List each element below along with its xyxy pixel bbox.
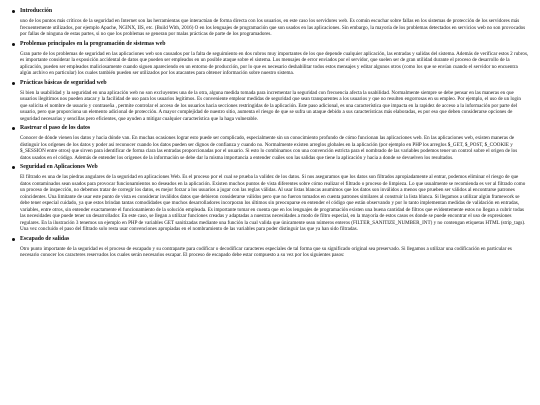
section-paragraph: Conocer de dónde vienen los datos y hacia dónde van. En muchas ocasiones lograr esto puede ser complicado, especialmente sin un conocimiento profundo de cómo funcionan las aplicaciones web. En las aplicaciones web, existen maneras de distinguir los orígenes de los datos y poder así reconocer cuando los datos pueden ser dignos de confianza y cuando no. Normalmente existen arreglos globales en la aplicación (por ejemplo en PHP los arreglos $_GET, $_POST, $_COOKIE y $_SESSION entre otros) que sirven para identificar de forma clara las entradas proporcionadas por el usuario. Si esto lo combinamos con una convención estricta para el nombrado de las variables podemos tener un control sobre el origen de los datos usados en el código. Además de entender los orígenes de la información se debe dar la misma importancia a entender cuáles son las salidas que tiene la aplicación y hacia a donde se devuelven los resultados. — [20, 135, 518, 161]
section-heading-text: Problemas principales en la programación de sistemas web — [20, 40, 166, 47]
section-heading-text: Introducción — [20, 8, 53, 14]
section-paragraph: Gran parte de los problemas de seguridad en las aplicaciones web son causados por la falta de seguimiento en dos rubros muy importantes de los que depende cualquier aplicación, las entradas y salidas del sistema. Además de verificar estos 2 rubros, es importante considerar la exposición accidental de datos que pueden ser empleados en un posible ataque sobre el sistema. Los mensajes de error enviados por el servidor, que suelen ser de gran utilidad durante el proceso de desarrollo de la aplicación, pueden ser empleados maliciosamente cuando siguen apareciendo en un entorno de producción, por lo que es necesario deshabilitar todos estos mensajes y editar algunos otros (como los que se envían cuando el servidor no encuentra algún archivo en particular) los cuales también pueden ser utilizados por los atacantes para obtener información sobre nuestro sistema. — [20, 50, 529, 76]
section-escapado-salidas — [20, 236, 529, 259]
section-heading — [12, 8, 529, 15]
section-paragraph: Otro punto importante de la seguridad es el proceso de escapado y su contraparte para codificar o decodificar caracteres especiales de tal forma que su significado original sea preservado. Si llegamos a utilizar una codificación en particular es necesario conocer los caracteres reservados los cuales serán necesarios escapar. El proceso de escapado debe estar compuesto a su vez por los siguientes pasos: — [20, 245, 512, 258]
section-introduccion — [20, 8, 529, 38]
section-practicas-basicas — [20, 80, 529, 123]
bullet-icon — [12, 10, 15, 13]
section-heading-text: Rastrear el paso de los datos — [20, 125, 91, 131]
section-seguridad-aplicaciones — [20, 164, 529, 233]
bullet-icon — [12, 43, 15, 46]
section-rastrear-datos — [20, 125, 529, 161]
bullet-icon — [12, 166, 15, 169]
section-heading — [12, 41, 529, 48]
section-paragraph: El filtrado es una de las piedras angulares de la seguridad en aplicaciones Web. Es el proceso por el cual se prueba la validez de los datos. Si nos aseguramos que los datos son filtrados apropiadamente al entrar, podemos eliminar el riesgo de que datos contaminados sean usados para provocar funcionamientos no deseados en la aplicación. Existen muchos puntos de vista diferentes sobre cómo realizar el filtrado o proceso de limpieza. Lo que usualmente se recomienda es ver al filtrado como un proceso de inspección, no debemos tratar de corregir los datos, es mejor forzar a los usuarios a jugar con las reglas válidas. Al usar listas blancas asumimos que los datos son inválidos a menos que prueben ser válidos al encontrarse patrones coincidentes. Una limitante de usar este punto de vista es considerar inválidos datos que debieron considerarse válidos pero que no fueron tomados en cuenta patrones similares al construir la lista blanca. Si llegamos a utilizar algún framework se debe tener especial cuidado, ya que estos brindan tantas comodidades que muchos desarrolladores incorporan los últimos sin preocuparse en entender el código que están observando y por lo tanto implementan medidas de validación en entradas, variables, entre otros, sin entender exactamente el funcionamiento de la solución empleada. Es importante tomar en cuenta que en los lenguajes de programación existen una buena cantidad de filtros que evidentemente estos no llegan a cubrir todas las necesidades que puede tener un desarrollador. En este caso, se llegan a utilizar funciones creadas y adaptadas a nuestras necesidades a modo de filtro especial, en la mayoría de estos casos es donde se puede encontrar el uso de expresiones regulares. En la ilustración 3 tenemos un ejemplo en PHP de variables GET sanitizadas mediante una función la cual valida que únicamente sean números enteros (FILTER_SANITIZE_NUMBER_INT) y no contengan etiquetas HTML (strip_tags). Una vez concluido el paso del filtrado solo resta usar convenciones apropiadas en el nombramiento de las variables para poder distinguir las que ya han sido filtradas. — [20, 174, 526, 232]
section-heading — [12, 164, 529, 171]
bullet-icon — [12, 82, 15, 85]
section-heading-text: Prácticas básicas de seguridad web — [20, 79, 107, 86]
section-heading — [12, 80, 529, 87]
section-problemas-principales — [20, 41, 529, 77]
bullet-icon — [12, 238, 15, 241]
section-paragraph: Si bien la usabilidad y la seguridad en una aplicación web no son excluyentes una de la otra, alguna medida tomada para incrementar la seguridad con frecuencia afecta la usabilidad. Normalmente siempre se debe pensar en las maneras en que usuarios ilegítimos nos pueden atacar y la facilidad de uso para los usuarios legítimos. Es conveniente emplear medidas de seguridad que sean transparentes a los usuarios y que no resulten engorrosas en su empleo. Por ejemplo, el uso de un login que solicita el nombre de usuario y contraseña , permite controlar el acceso de los usuarios hacia secciones restringidas de la aplicación. Este paso adicional, es una característica que impacta en la rapidez de acceso a la información por parte del usuario, pero que proporciona un elemento adicional de protección. A mayor complejidad de nuestro sitio, aumenta el riesgo de que se sufra un ataque debido a sus características más elaboradas, es por eso que deben considerarse opciones de seguridad necesarias y sencillas pero eficientes, que ayuden a mitigar cualquier característica que la haga vulnerable. — [20, 89, 521, 122]
section-heading-text: Seguridad en Aplicaciones Web — [20, 164, 98, 170]
bullet-icon — [12, 127, 15, 130]
section-heading — [12, 125, 529, 132]
section-heading-text: Escapado de salidas — [20, 235, 70, 242]
section-heading — [12, 236, 529, 243]
section-paragraph: uno de los puntos más críticos de la seguridad en Internet son las herramientas que interactúan de forma directa con los usuarios, en este caso los servidores web. Es común escuchar sobre fallas en los sistemas de protección de los servidores más frecuentemente utilizados, por ejemplo Apache, NGINX, IIS, etc. (Build With, 2016) O en los lenguajes de programación que son usados en las aplicaciones. Sin embargo, la mayoría de los problemas detectados en servicios web no son provocados por fallas de ninguna de estas partes, si no que los problemas se generan por malas prácticas de parte de los programadores. — [20, 18, 526, 37]
